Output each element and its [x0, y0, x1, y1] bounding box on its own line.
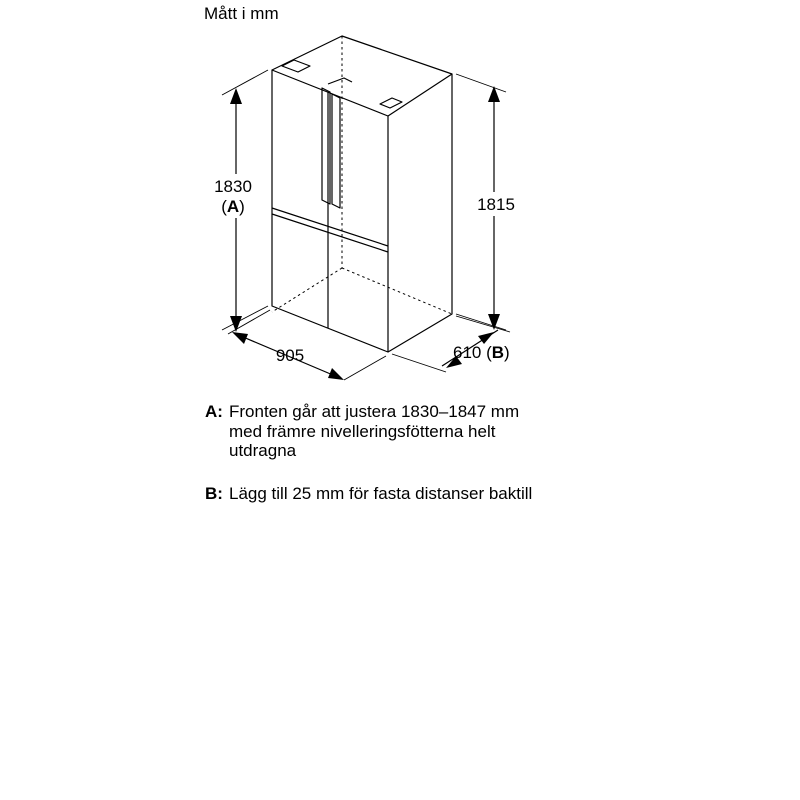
- unit-caption: Mått i mm: [204, 4, 279, 23]
- notes: [205, 402, 795, 503]
- depth-label: 610 (B): [453, 343, 510, 362]
- left-door-handle: [322, 88, 330, 204]
- note-b-text: Lägg till 25 mm för fasta distanser baktill: [229, 483, 533, 503]
- right-hinge: [380, 98, 402, 108]
- fridge-outline: [272, 36, 452, 352]
- left-hinge: [282, 60, 310, 72]
- front-height-key: A: [226, 197, 240, 216]
- note-a-text: Fronten går att justera 1830–1847 mm med främre nivelleringsfötterna helt utdragna: [229, 402, 520, 460]
- width-value: 905: [275, 346, 305, 365]
- depth-value: 610: [453, 343, 482, 362]
- rear-height-value: 1815: [477, 195, 515, 214]
- drawer-split-line: [272, 208, 388, 246]
- hidden-back-edges: [272, 36, 452, 314]
- fridge-side-face: [388, 74, 452, 352]
- note-a: [205, 402, 795, 461]
- note-b: [205, 484, 795, 504]
- fridge-top-face: [272, 36, 452, 74]
- depth-key: B: [491, 343, 505, 362]
- note-a-key: A:: [205, 402, 223, 421]
- note-b-key: B:: [205, 483, 223, 503]
- front-height-value: 1830: [214, 177, 252, 196]
- front-height-key-line: (A): [221, 197, 245, 216]
- right-door-handle: [332, 94, 340, 208]
